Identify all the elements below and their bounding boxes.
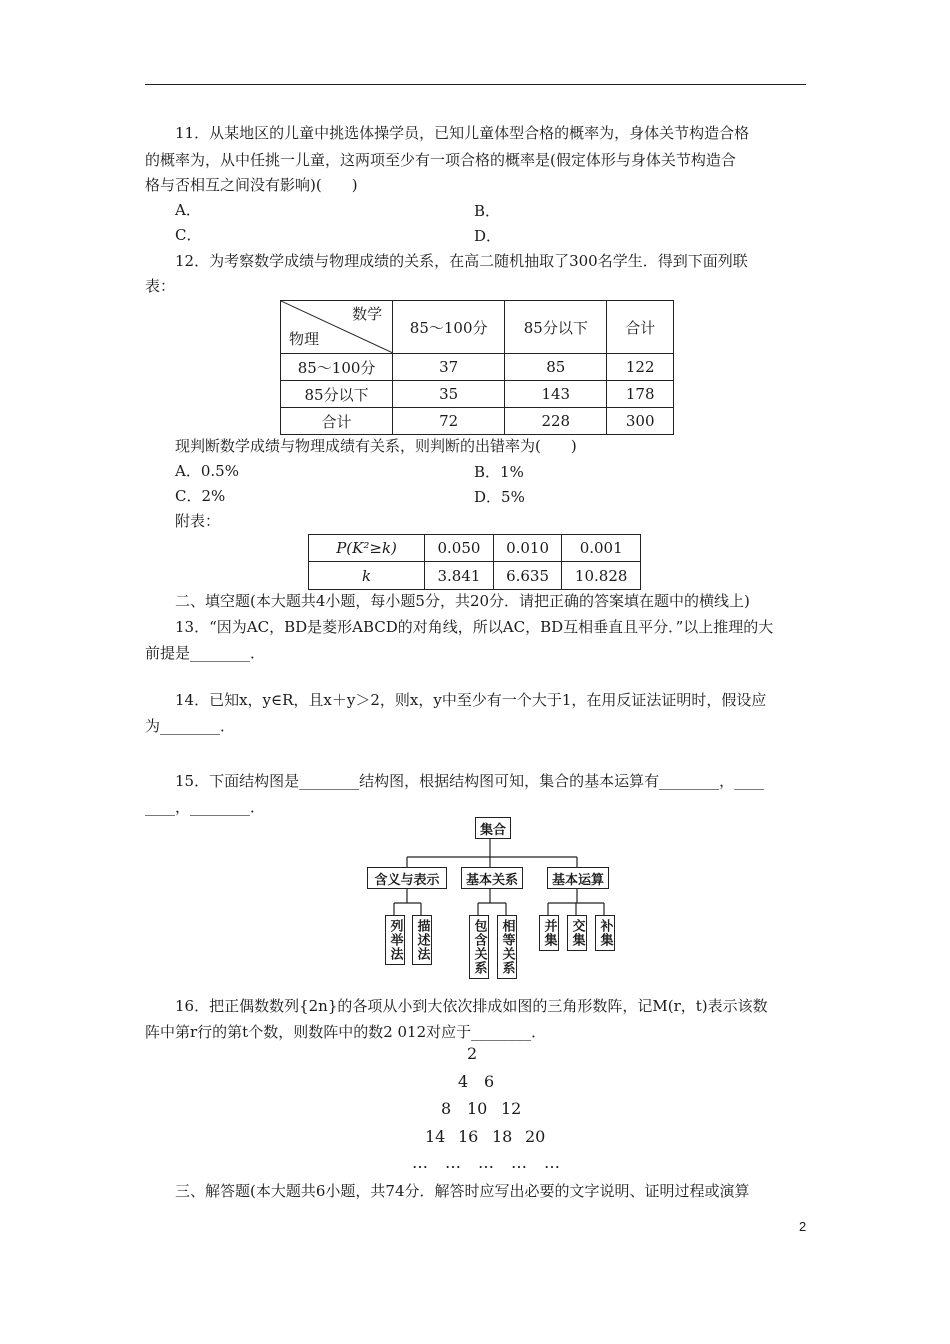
table-cell: 合计 — [281, 408, 393, 435]
appendix-table — [308, 534, 641, 590]
diag-bottom-label: 物理 — [289, 330, 320, 348]
table-diagonal-cell — [281, 301, 393, 354]
table-cell: P(K²≥k) — [309, 535, 425, 562]
triangle-number: 2 — [467, 1044, 478, 1063]
section-2-heading: 二、填空题(本大题共4小题，每小题5分，共20分．请把正确的答案填在题中的横线上) — [175, 592, 750, 610]
table-cell: 0.050 — [425, 535, 494, 562]
q11-option-a: A． — [175, 201, 201, 219]
triangle-number: 4 — [458, 1072, 469, 1091]
q11-option-b: B． — [474, 202, 501, 220]
page-number: 2 — [799, 1219, 807, 1234]
triangle-number: 8 — [441, 1099, 452, 1118]
diagram-leaf-describe: 描述法 — [412, 915, 432, 965]
diagram-leaf-union: 并集 — [539, 915, 559, 951]
diag-top-label: 数学 — [352, 305, 383, 323]
triangle-ellipsis: … — [412, 1153, 428, 1172]
diagram-leaf-list: 列举法 — [385, 915, 405, 965]
table-row — [309, 535, 641, 562]
q12-line1: 12．为考察数学成绩与物理成绩的关系，在高二随机抽取了300名学生．得到下面列联 — [175, 252, 748, 270]
table-cell: 35 — [393, 381, 505, 408]
triangle-ellipsis: … — [544, 1153, 560, 1172]
table-cell: 6.635 — [493, 562, 562, 590]
table-cell: 0.001 — [562, 535, 641, 562]
q16-line2: 阵中第r行的第t个数，则数阵中的数2 012对应于________． — [145, 1023, 547, 1041]
triangle-number: 16 — [458, 1127, 479, 1146]
diagram-node-operations: 基本运算 — [547, 867, 609, 889]
q11-option-d: D． — [474, 227, 502, 245]
table-cell: 178 — [607, 381, 674, 408]
triangle-number: 14 — [425, 1127, 446, 1146]
triangle-ellipsis: … — [511, 1153, 527, 1172]
triangle-ellipsis: … — [478, 1153, 494, 1172]
q11-option-c: C． — [175, 226, 202, 244]
q12-option-c: C．2% — [175, 487, 226, 505]
triangle-ellipsis: … — [445, 1153, 461, 1172]
table-row — [281, 381, 674, 408]
contingency-table — [280, 300, 674, 435]
table-cell: 10.828 — [562, 562, 641, 590]
diagram-leaf-contain: 包含关系 — [469, 915, 489, 979]
q12-line2: 表： — [145, 277, 176, 295]
table-row — [281, 408, 674, 435]
table-cell: 85分以下 — [281, 381, 393, 408]
table-header: 85分以下 — [505, 301, 607, 354]
table-cell: 0.010 — [493, 535, 562, 562]
q14-line2: 为________． — [145, 717, 236, 735]
q11-line1: 11．从某地区的儿童中挑选体操学员，已知儿童体型合格的概率为，身体关节构造合格 — [175, 124, 750, 142]
q13-line2: 前提是________． — [145, 644, 266, 662]
table-cell: 85 — [505, 354, 607, 381]
diagram-leaf-complement: 补集 — [595, 915, 615, 951]
q15-line1: 15．下面结构图是________结构图，根据结构图可知，集合的基本运算有________，____ — [175, 772, 765, 790]
table-cell: 3.841 — [425, 562, 494, 590]
triangle-number: 6 — [484, 1072, 495, 1091]
triangle-number: 12 — [501, 1099, 522, 1118]
q11-line2: 的概率为，从中任挑一儿童，这两项至少有一项合格的概率是(假定体形与身体关节构造合 — [145, 151, 736, 169]
header-rule — [145, 84, 806, 85]
diagram-node-meaning: 含义与表示 — [367, 867, 447, 889]
table-cell: 72 — [393, 408, 505, 435]
table-cell: 228 — [505, 408, 607, 435]
q12-question: 现判断数学成绩与物理成绩有关系，则判断的出错率为( ) — [175, 437, 577, 455]
section-3-heading: 三、解答题(本大题共6小题，共74分．解答时应写出必要的文字说明、证明过程或演算 — [175, 1182, 750, 1200]
table-cell: 300 — [607, 408, 674, 435]
table-cell: 143 — [505, 381, 607, 408]
table-header: 85～100分 — [393, 301, 505, 354]
table-cell: 122 — [607, 354, 674, 381]
table-row — [309, 562, 641, 590]
diagram-node-relations: 基本关系 — [461, 867, 523, 889]
table-row — [281, 354, 674, 381]
q12-option-b: B．1% — [474, 463, 524, 481]
q13-line1: 13．“因为AC，BD是菱形ABCD的对角线，所以AC，BD互相垂直且平分．”以上推理的大 — [175, 618, 774, 636]
table-cell: k — [309, 562, 425, 590]
triangle-number: 20 — [525, 1127, 546, 1146]
diagram-leaf-equal: 相等关系 — [497, 915, 517, 979]
q14-line1: 14．已知x，y∈R，且x＋y＞2，则x，y中至少有一个大于1，在用反证法证明时，假设应 — [175, 691, 767, 709]
table-header: 合计 — [607, 301, 674, 354]
q12-option-a: A．0.5% — [175, 462, 239, 480]
triangle-number: 10 — [467, 1099, 488, 1118]
appendix-label: 附表： — [175, 512, 221, 530]
triangle-number: 18 — [492, 1127, 513, 1146]
q12-option-d: D．5% — [474, 488, 525, 506]
q16-line1: 16．把正偶数数列{2n}的各项从小到大依次排成如图的三角形数阵，记M(r，t)表示该数 — [175, 997, 768, 1015]
q11-line3: 格与否相互之间没有影响)( ) — [145, 176, 358, 194]
table-cell: 85～100分 — [281, 354, 393, 381]
q15-line2: ____，________． — [145, 798, 266, 816]
diagram-leaf-intersection: 交集 — [567, 915, 587, 951]
diagram-root-node: 集合 — [475, 817, 511, 839]
table-cell: 37 — [393, 354, 505, 381]
